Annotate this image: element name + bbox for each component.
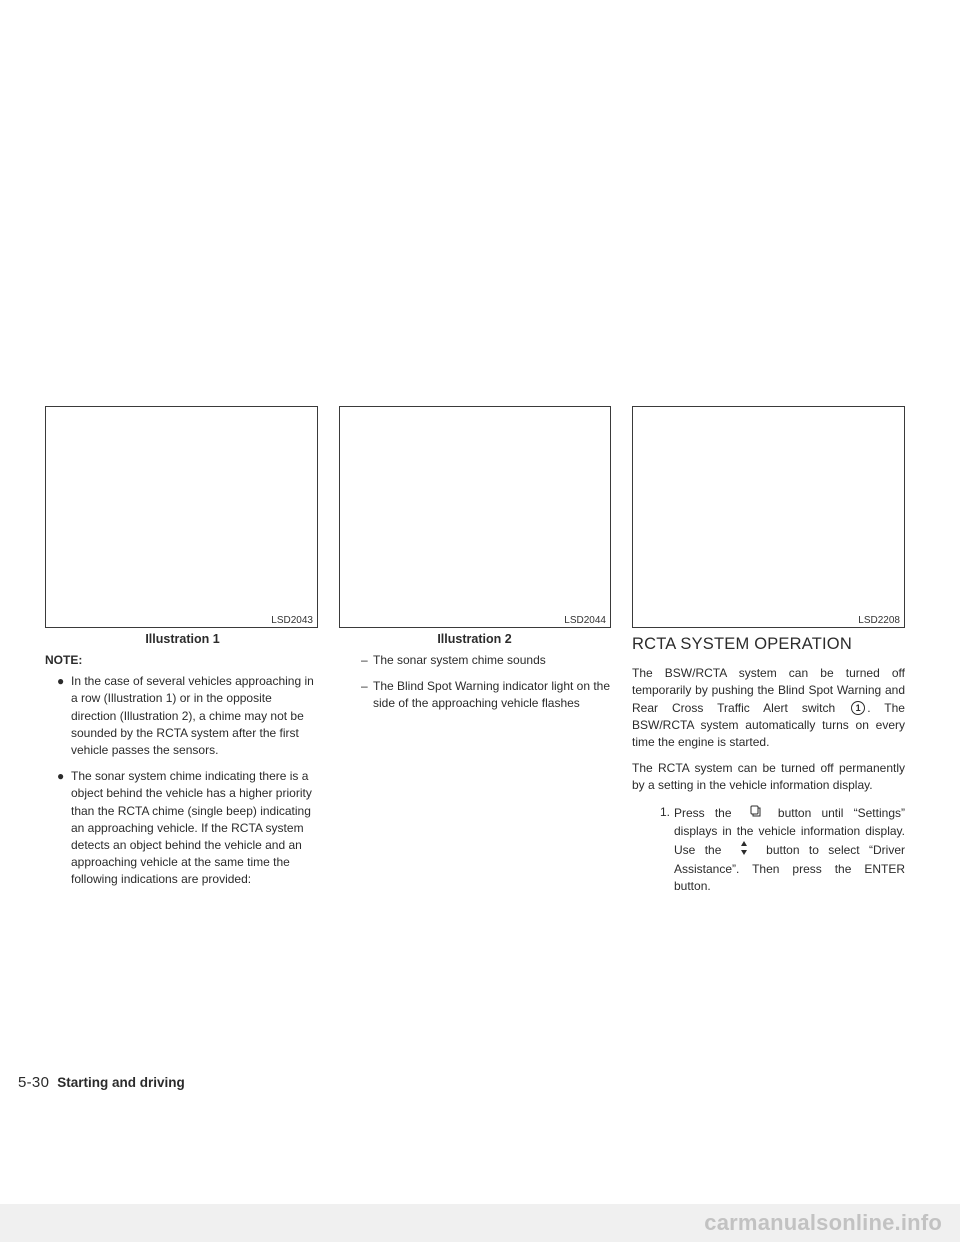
rcta-column xyxy=(632,636,905,896)
figure-illustration-1 xyxy=(45,406,318,628)
bullet-icon: ● xyxy=(57,674,65,689)
display-button-icon xyxy=(742,804,768,823)
figure-illustration-3 xyxy=(632,406,905,628)
indication-item xyxy=(339,678,611,712)
step-text: Press the xyxy=(674,805,732,820)
watermark: carmanualsonline.info xyxy=(0,1204,960,1242)
note-heading: NOTE: xyxy=(45,653,83,667)
indications-column xyxy=(339,652,611,722)
dash-marker: – xyxy=(361,679,368,694)
dash-marker: – xyxy=(361,653,368,667)
rcta-step-1 xyxy=(632,804,905,896)
page-number: 5-30 xyxy=(18,1074,50,1091)
figure-caption-1: Illustration 1 xyxy=(145,632,220,646)
note-column xyxy=(45,652,318,898)
figure-code: LSD2043 xyxy=(271,615,313,626)
rcta-paragraph-2: The RCTA system can be turned off permanently by a setting in the vehicle information display. xyxy=(632,761,905,793)
note-bullet-text: In the case of several vehicles approaching in a row (Illustration 1) or in the opposite direction (Illustration 2), a chime may not be sounded by the RCTA system after the first vehicle passes the sensors. xyxy=(71,674,314,758)
paragraph-text: . The BSW/RCTA system automatically turns on every time the engine is started. xyxy=(632,700,905,750)
step-text: button to select “Driver Assistance”. Then press the ENTER button. xyxy=(674,842,905,894)
indication-text: The sonar system chime sounds xyxy=(373,653,546,667)
up-down-arrow-icon xyxy=(731,840,757,861)
indication-text: The Blind Spot Warning indicator light on the side of the approaching vehicle flashes xyxy=(373,679,611,711)
step-number: 1. xyxy=(660,804,671,819)
circled-number-1-icon: 1 xyxy=(851,701,865,715)
rcta-paragraph-1 xyxy=(632,665,905,751)
section-title: Starting and driving xyxy=(57,1075,185,1090)
note-bullet xyxy=(45,673,318,759)
indication-item xyxy=(339,652,611,669)
section-heading: RCTA SYSTEM OPERATION xyxy=(632,635,852,653)
figure-code: LSD2208 xyxy=(858,615,900,626)
step-text: button until “Settings” displays in the vehicle information display. Use the xyxy=(674,805,905,857)
note-bullet-text: The sonar system chime indicating there is a object behind the vehicle has a higher priority than the RCTA chime (single beep) indicating an approaching vehicle. If the RCTA system detects an object behind the vehicle and an approaching vehicle at the same time the following indications are provided: xyxy=(71,769,312,887)
figure-caption-2: Illustration 2 xyxy=(437,632,512,646)
page-footer xyxy=(18,1074,185,1091)
note-bullet xyxy=(45,768,318,888)
figure-illustration-2 xyxy=(339,406,611,628)
figure-code: LSD2044 xyxy=(564,615,606,626)
bullet-icon: ● xyxy=(57,769,65,784)
paragraph-text: The BSW/RCTA system can be turned off temporarily by pushing the Blind Spot Warning and Rear Cross Traffic Alert switch xyxy=(632,666,905,715)
